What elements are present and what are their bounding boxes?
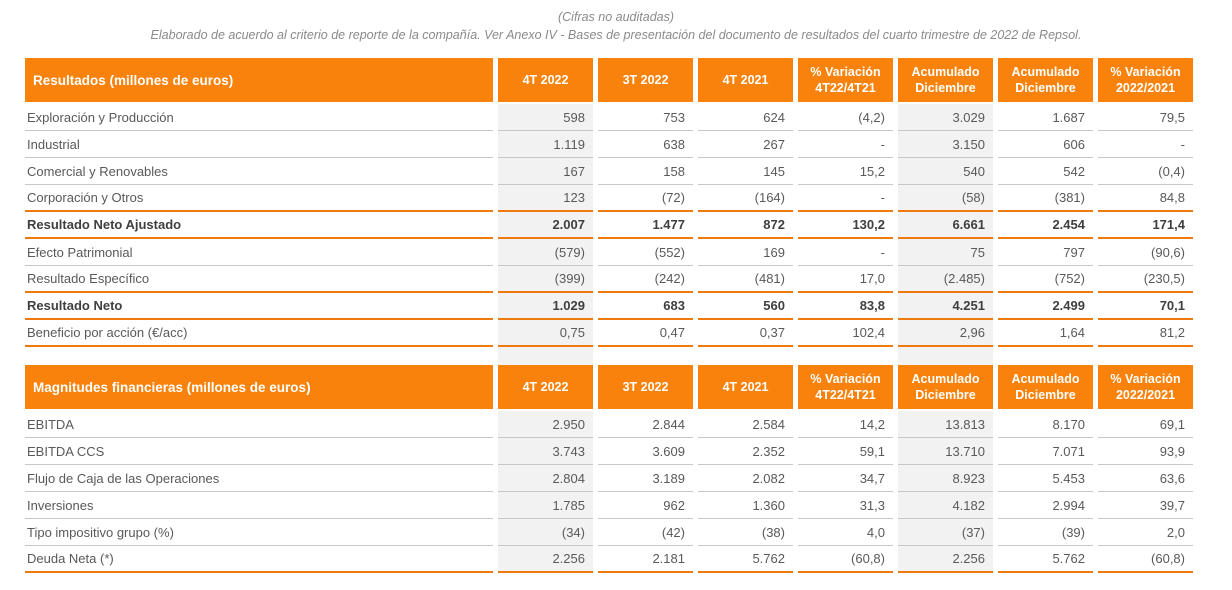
value-cell: 13.710	[898, 438, 993, 465]
value-cell: 81,2	[1098, 320, 1193, 347]
column-header-line2: 4T22/4T21	[815, 81, 876, 95]
value-cell: 4.182	[898, 492, 993, 519]
value-cell: 3.609	[598, 438, 693, 465]
value-cell: (2.485)	[898, 266, 993, 293]
value-cell: 34,7	[798, 465, 893, 492]
value-cell: 69,1	[1098, 411, 1193, 438]
value-cell: 93,9	[1098, 438, 1193, 465]
column-header	[1098, 365, 1193, 409]
value-cell: 872	[698, 212, 793, 239]
value-cell: 3.150	[898, 131, 993, 158]
table-row	[25, 546, 1193, 573]
column-header	[698, 58, 793, 102]
value-cell: (230,5)	[1098, 266, 1193, 293]
row-label: Deuda Neta (*)	[25, 546, 493, 573]
column-header	[998, 365, 1093, 409]
column-header-line1: 4T 2021	[722, 73, 769, 87]
table-row	[25, 293, 1193, 320]
value-cell: 560	[698, 293, 793, 320]
value-cell: 2.181	[598, 546, 693, 573]
value-cell: 1.477	[598, 212, 693, 239]
value-cell: 2.007	[498, 212, 593, 239]
value-cell: 123	[498, 185, 593, 212]
value-cell: (399)	[498, 266, 593, 293]
value-cell: 2.256	[498, 546, 593, 573]
value-cell: 267	[698, 131, 793, 158]
value-cell: 102,4	[798, 320, 893, 347]
document-notes	[0, 8, 1232, 44]
value-cell: 2,0	[1098, 519, 1193, 546]
table-row	[25, 239, 1193, 266]
value-cell: 70,1	[1098, 293, 1193, 320]
unaudited-note: (Cifras no auditadas)	[557, 10, 675, 24]
value-cell: 638	[598, 131, 693, 158]
value-cell: 3.743	[498, 438, 593, 465]
value-cell: (0,4)	[1098, 158, 1193, 185]
row-label: Exploración y Producción	[25, 104, 493, 131]
value-cell: 683	[598, 293, 693, 320]
row-label: Corporación y Otros	[25, 185, 493, 212]
value-cell: 2.082	[698, 465, 793, 492]
row-label: Beneficio por acción (€/acc)	[25, 320, 493, 347]
value-cell: 1.119	[498, 131, 593, 158]
value-cell: (42)	[598, 519, 693, 546]
value-cell: (90,6)	[1098, 239, 1193, 266]
table-header-row	[25, 365, 1193, 409]
column-header	[798, 58, 893, 102]
row-label: Resultado Neto	[25, 293, 493, 320]
row-label: EBITDA CCS	[25, 438, 493, 465]
column-header-line1: % Variación	[1110, 372, 1181, 386]
table-row	[25, 266, 1193, 293]
value-cell: 3.029	[898, 104, 993, 131]
value-cell: 2.352	[698, 438, 793, 465]
value-cell: (34)	[498, 519, 593, 546]
column-header	[498, 58, 593, 102]
value-cell: 63,6	[1098, 465, 1193, 492]
column-header-line2: Diciembre	[1015, 81, 1076, 95]
value-cell: 75	[898, 239, 993, 266]
value-cell: 2.804	[498, 465, 593, 492]
value-cell: (37)	[898, 519, 993, 546]
column-header-line1: 4T 2021	[722, 380, 769, 394]
table-row	[25, 411, 1193, 438]
column-header-line1: % Variación	[1110, 65, 1181, 79]
value-cell: 542	[998, 158, 1093, 185]
value-cell: 145	[698, 158, 793, 185]
value-cell: 1.029	[498, 293, 593, 320]
row-label: EBITDA	[25, 411, 493, 438]
value-cell: (242)	[598, 266, 693, 293]
value-cell: 3.189	[598, 465, 693, 492]
value-cell: (579)	[498, 239, 593, 266]
row-label: Resultado Neto Ajustado	[25, 212, 493, 239]
value-cell: 169	[698, 239, 793, 266]
column-header-line2: Diciembre	[915, 388, 976, 402]
resultados-table	[20, 58, 1198, 365]
value-cell: 797	[998, 239, 1093, 266]
column-header	[898, 58, 993, 102]
value-cell: 5.762	[998, 546, 1093, 573]
value-cell: 17,0	[798, 266, 893, 293]
value-cell: 171,4	[1098, 212, 1193, 239]
value-cell: 5.762	[698, 546, 793, 573]
value-cell: 5.453	[998, 465, 1093, 492]
value-cell: 8.170	[998, 411, 1093, 438]
value-cell: 31,3	[798, 492, 893, 519]
value-cell: -	[798, 239, 893, 266]
column-header-line2: 4T22/4T21	[815, 388, 876, 402]
value-cell: 540	[898, 158, 993, 185]
column-header-line1: Acumulado	[911, 65, 980, 79]
value-cell: 8.923	[898, 465, 993, 492]
table-row	[25, 438, 1193, 465]
column-header-line2: 2022/2021	[1115, 81, 1176, 95]
value-cell: 1.785	[498, 492, 593, 519]
value-cell: 7.071	[998, 438, 1093, 465]
value-cell: 39,7	[1098, 492, 1193, 519]
value-cell: 130,2	[798, 212, 893, 239]
value-cell: 2,96	[898, 320, 993, 347]
value-cell: (552)	[598, 239, 693, 266]
row-label: Industrial	[25, 131, 493, 158]
column-header	[698, 365, 793, 409]
column-header-line2: Diciembre	[915, 81, 976, 95]
column-header	[898, 365, 993, 409]
column-header	[598, 58, 693, 102]
value-cell: 0,47	[598, 320, 693, 347]
table-row	[25, 465, 1193, 492]
value-cell: 0,37	[698, 320, 793, 347]
column-header-line1: Acumulado	[1011, 372, 1080, 386]
column-header	[1098, 58, 1193, 102]
value-cell: -	[1098, 131, 1193, 158]
table-header-row	[25, 58, 1193, 102]
inter-table-spacer	[25, 347, 1193, 365]
table-row	[25, 492, 1193, 519]
value-cell: 4,0	[798, 519, 893, 546]
table-row	[25, 519, 1193, 546]
value-cell: (39)	[998, 519, 1093, 546]
column-header	[998, 58, 1093, 102]
value-cell: 4.251	[898, 293, 993, 320]
value-cell: (60,8)	[1098, 546, 1193, 573]
value-cell: 79,5	[1098, 104, 1193, 131]
value-cell: (4,2)	[798, 104, 893, 131]
table-row	[25, 131, 1193, 158]
row-label: Flujo de Caja de las Operaciones	[25, 465, 493, 492]
value-cell: 83,8	[798, 293, 893, 320]
value-cell: 598	[498, 104, 593, 131]
column-header	[798, 365, 893, 409]
value-cell: -	[798, 131, 893, 158]
column-header-line1: 4T 2022	[522, 73, 569, 87]
column-header-line1: 3T 2022	[622, 380, 669, 394]
value-cell: (381)	[998, 185, 1093, 212]
table-row	[25, 185, 1193, 212]
column-header-line1: Acumulado	[911, 372, 980, 386]
value-cell: 606	[998, 131, 1093, 158]
value-cell: 6.661	[898, 212, 993, 239]
value-cell: 624	[698, 104, 793, 131]
value-cell: (60,8)	[798, 546, 893, 573]
financial-tables-container	[20, 58, 1232, 573]
value-cell: 1.687	[998, 104, 1093, 131]
value-cell: (72)	[598, 185, 693, 212]
value-cell: 2.950	[498, 411, 593, 438]
value-cell: -	[798, 185, 893, 212]
column-header-line1: Acumulado	[1011, 65, 1080, 79]
value-cell: 2.499	[998, 293, 1093, 320]
column-header-line2: Diciembre	[1015, 388, 1076, 402]
table-title: Resultados (millones de euros)	[25, 58, 493, 102]
value-cell: 2.994	[998, 492, 1093, 519]
value-cell: (58)	[898, 185, 993, 212]
column-header	[598, 365, 693, 409]
value-cell: 1.360	[698, 492, 793, 519]
value-cell: 2.454	[998, 212, 1093, 239]
column-header-line2: 2022/2021	[1115, 388, 1176, 402]
table-row	[25, 212, 1193, 239]
magnitudes-financieras-table	[20, 365, 1198, 573]
table-title: Magnitudes financieras (millones de euros)	[25, 365, 493, 409]
value-cell: 158	[598, 158, 693, 185]
row-label: Inversiones	[25, 492, 493, 519]
value-cell: (481)	[698, 266, 793, 293]
table-row	[25, 104, 1193, 131]
row-label: Efecto Patrimonial	[25, 239, 493, 266]
value-cell: 167	[498, 158, 593, 185]
value-cell: 2.584	[698, 411, 793, 438]
column-header-line1: 3T 2022	[622, 73, 669, 87]
value-cell: (752)	[998, 266, 1093, 293]
value-cell: 59,1	[798, 438, 893, 465]
value-cell: 2.256	[898, 546, 993, 573]
value-cell: 13.813	[898, 411, 993, 438]
row-label: Comercial y Renovables	[25, 158, 493, 185]
table-row	[25, 320, 1193, 347]
table-row	[25, 158, 1193, 185]
row-label: Tipo impositivo grupo (%)	[25, 519, 493, 546]
value-cell: 0,75	[498, 320, 593, 347]
value-cell: (38)	[698, 519, 793, 546]
reporting-criteria-note: Elaborado de acuerdo al criterio de reporte de la compañía. Ver Anexo IV - Bases de presentación del documento de resultados del cuarto trimestre de 2022 de Repsol.	[150, 28, 1082, 42]
value-cell: 962	[598, 492, 693, 519]
value-cell: (164)	[698, 185, 793, 212]
value-cell: 14,2	[798, 411, 893, 438]
row-label: Resultado Específico	[25, 266, 493, 293]
column-header-line1: % Variación	[810, 372, 881, 386]
column-header-line1: 4T 2022	[522, 380, 569, 394]
value-cell: 2.844	[598, 411, 693, 438]
value-cell: 753	[598, 104, 693, 131]
value-cell: 1,64	[998, 320, 1093, 347]
column-header-line1: % Variación	[810, 65, 881, 79]
column-header	[498, 365, 593, 409]
value-cell: 84,8	[1098, 185, 1193, 212]
value-cell: 15,2	[798, 158, 893, 185]
